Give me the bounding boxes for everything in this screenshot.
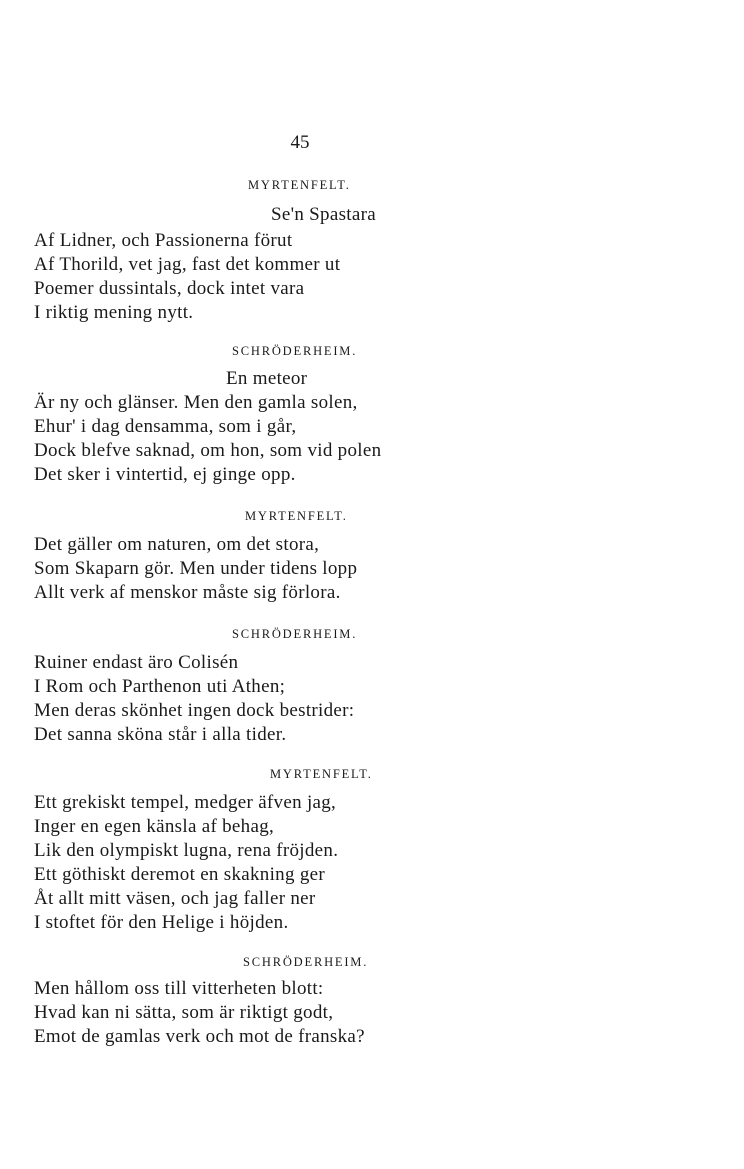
speaker-name: SCHRÖDERHEIM. bbox=[232, 627, 358, 641]
verse-line: I stoftet för den Helige i höjden. bbox=[34, 912, 289, 933]
verse-line: En meteor bbox=[226, 368, 308, 389]
verse-line: Det gäller om naturen, om det stora, bbox=[34, 534, 320, 555]
verse-line: Af Lidner, och Passionerna förut bbox=[34, 230, 293, 251]
verse-line: I riktig mening nytt. bbox=[34, 302, 194, 323]
verse-line: Ett grekiskt tempel, medger äfven jag, bbox=[34, 792, 337, 813]
verse-line: Men hållom oss till vitterheten blott: bbox=[34, 978, 324, 999]
verse-line: Allt verk af menskor måste sig förlora. bbox=[34, 582, 341, 603]
speaker-name: SCHRÖDERHEIM. bbox=[232, 344, 358, 358]
verse-line: Af Thorild, vet jag, fast det kommer ut bbox=[34, 254, 341, 275]
speaker-name: MYRTENFELT. bbox=[245, 509, 348, 523]
verse-line: Emot de gamlas verk och mot de franska? bbox=[34, 1026, 365, 1047]
verse-line: Poemer dussintals, dock intet vara bbox=[34, 278, 305, 299]
verse-line: Inger en egen känsla af behag, bbox=[34, 816, 275, 837]
verse-line: Hvad kan ni sätta, som är riktigt godt, bbox=[34, 1002, 334, 1023]
speaker-name: MYRTENFELT. bbox=[248, 178, 351, 192]
verse-line: Lik den olympiskt lugna, rena fröjden. bbox=[34, 840, 339, 861]
verse-line: Se'n Spastara bbox=[271, 204, 376, 225]
page-number: 45 bbox=[290, 132, 310, 153]
verse-line: Det sanna sköna står i alla tider. bbox=[34, 724, 287, 745]
verse-line: Är ny och glänser. Men den gamla solen, bbox=[34, 392, 358, 413]
verse-line: Det sker i vintertid, ej ginge opp. bbox=[34, 464, 296, 485]
verse-line: I Rom och Parthenon uti Athen; bbox=[34, 676, 286, 697]
verse-line: Men deras skönhet ingen dock bestrider: bbox=[34, 700, 355, 721]
verse-line: Dock blefve saknad, om hon, som vid polen bbox=[34, 440, 382, 461]
speaker-name: SCHRÖDERHEIM. bbox=[243, 955, 369, 969]
verse-line: Som Skaparn gör. Men under tidens lopp bbox=[34, 558, 358, 579]
speaker-name: MYRTENFELT. bbox=[270, 767, 373, 781]
verse-line: Ruiner endast äro Colisén bbox=[34, 652, 239, 673]
verse-line: Ehur' i dag densamma, som i går, bbox=[34, 416, 297, 437]
verse-line: Ett göthiskt deremot en skakning ger bbox=[34, 864, 325, 885]
verse-line: Åt allt mitt väsen, och jag faller ner bbox=[34, 888, 316, 909]
